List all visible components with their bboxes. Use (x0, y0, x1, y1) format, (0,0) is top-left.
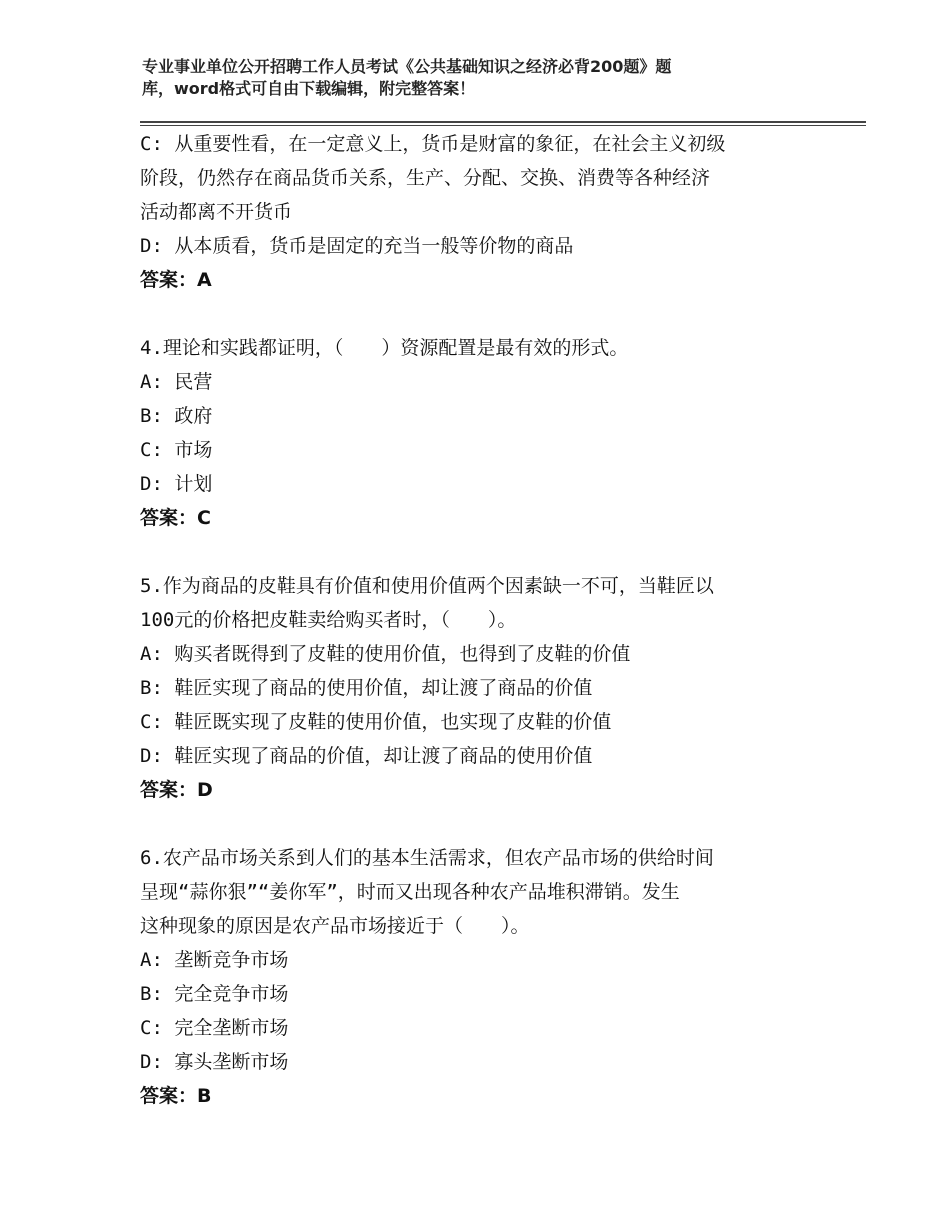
spacer (140, 297, 820, 331)
header-line-1: 专业事业单位公开招聘工作人员考试《公共基础知识之经济必背200题》题 (142, 57, 672, 76)
question-stem-line-1: 6.农产品市场关系到人们的基本生活需求，但农产品市场的供给时间 (140, 847, 714, 869)
option-d: D: 计划 (140, 473, 213, 495)
spacer (140, 535, 820, 569)
question-stem-line-2: 100元的价格把皮鞋卖给购买者时，（ ）。 (140, 609, 517, 631)
option-d: D: 从本质看，货币是固定的充当一般等价物的商品 (140, 235, 574, 257)
question-6 (140, 841, 820, 1113)
question-stem: 4.理论和实践都证明，（ ）资源配置是最有效的形式。 (140, 337, 629, 359)
question-5 (140, 569, 820, 807)
option-a: A: 购买者既得到了皮鞋的使用价值，也得到了皮鞋的价值 (140, 643, 631, 665)
spacer (140, 807, 820, 841)
header-divider-thin (140, 125, 866, 126)
answer: 答案：A (140, 269, 212, 291)
option-a: A: 垄断竞争市场 (140, 949, 289, 971)
answer: 答案：D (140, 779, 213, 801)
question-4 (140, 331, 820, 535)
option-d: D: 鞋匠实现了商品的价值，却让渡了商品的使用价值 (140, 745, 593, 767)
option-c-line-1: C: 从重要性看，在一定意义上，货币是财富的象征，在社会主义初级 (140, 133, 726, 155)
option-c: C: 完全垄断市场 (140, 1017, 289, 1039)
page-header (142, 56, 782, 100)
header-divider-thick (140, 121, 866, 123)
option-c: C: 市场 (140, 439, 213, 461)
option-c: C: 鞋匠既实现了皮鞋的使用价值，也实现了皮鞋的价值 (140, 711, 612, 733)
question-3-tail (140, 127, 820, 297)
option-c-line-2: 阶段，仍然存在商品货币关系，生产、分配、交换、消费等各种经济 (140, 167, 711, 189)
header-line-2: 库，word格式可自由下载编辑，附完整答案！ (142, 79, 476, 98)
option-c-line-3: 活动都离不开货币 (140, 201, 293, 223)
option-b: B: 鞋匠实现了商品的使用价值，却让渡了商品的价值 (140, 677, 593, 699)
option-a: A: 民营 (140, 371, 213, 393)
question-stem-line-1: 5.作为商品的皮鞋具有价值和使用价值两个因素缺一不可，当鞋匠以 (140, 575, 714, 597)
option-b: B: 政府 (140, 405, 213, 427)
option-b: B: 完全竞争市场 (140, 983, 289, 1005)
option-d: D: 寡头垄断市场 (140, 1051, 289, 1073)
question-content (140, 127, 820, 1113)
question-stem-line-3: 这种现象的原因是农产品市场接近于（ ）。 (140, 915, 530, 937)
answer: 答案：C (140, 507, 211, 529)
answer: 答案：B (140, 1085, 212, 1107)
question-stem-line-2: 呈现“蒜你狠”“姜你军”，时而又出现各种农产品堆积滞销。发生 (140, 881, 680, 903)
